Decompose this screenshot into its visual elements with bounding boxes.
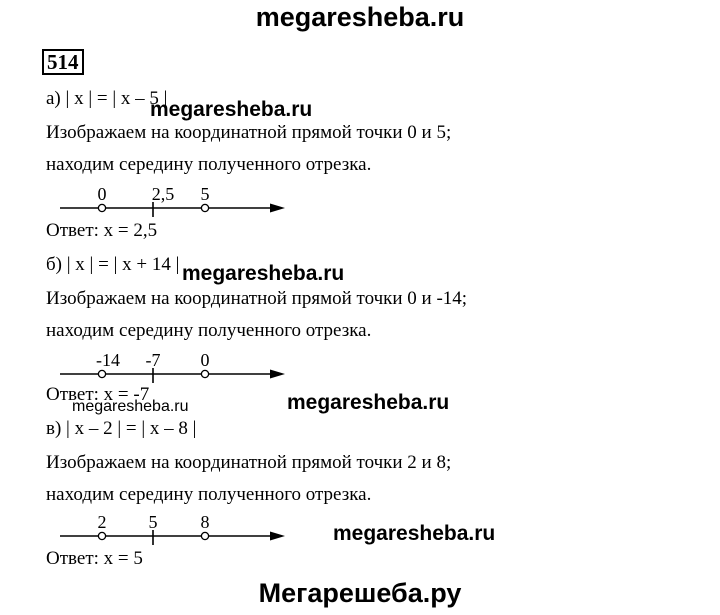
watermark-inline-5: megaresheba.ru: [333, 522, 496, 545]
instruction-a-2: находим середину полученного отрезка.: [46, 154, 372, 175]
svg-text:-7: -7: [145, 350, 161, 370]
watermark-top: megaresheba.ru: [255, 2, 465, 32]
svg-text:0: 0: [200, 350, 210, 370]
number-line-c: [40, 508, 300, 548]
problem-number: 514: [42, 49, 84, 75]
svg-text:-14: -14: [96, 350, 120, 370]
point-midpoint: [149, 512, 158, 545]
point-0: [201, 350, 210, 378]
instruction-b-1: Изображаем на координатной прямой точки 0 и -14;: [46, 288, 468, 309]
watermark-inline-1: megaresheba.ru: [150, 98, 313, 121]
arrow-head: [270, 370, 285, 379]
svg-text:8: 8: [200, 512, 210, 532]
instruction-c-1: Изображаем на координатной прямой точки 2 и 8;: [46, 452, 452, 473]
instruction-b-2: находим середину полученного отрезка.: [46, 320, 372, 341]
answer-c: Ответ: x = 5: [46, 548, 143, 569]
svg-text:2: 2: [97, 512, 107, 532]
svg-text:5: 5: [148, 512, 158, 532]
answer-b: Ответ: x = -7: [46, 384, 150, 405]
answer-a: Ответ: x = 2,5: [46, 220, 158, 241]
point-midpoint: [152, 184, 175, 217]
watermark-inline-3: megaresheba.ru: [72, 398, 189, 415]
point-5: [201, 184, 210, 212]
number-line-b: [40, 346, 300, 386]
number-line-a: [40, 180, 300, 220]
point-2: [98, 512, 107, 540]
watermark-inline-4: megaresheba.ru: [287, 391, 450, 414]
svg-text:2,5: 2,5: [151, 184, 175, 204]
equation-c: в) | x – 2 | = | x – 8 |: [46, 418, 197, 439]
svg-text:5: 5: [200, 184, 210, 204]
watermark-inline-2: megaresheba.ru: [182, 262, 345, 285]
arrow-head: [270, 204, 285, 213]
watermark-bottom: Мегарешеба.ру: [258, 578, 462, 608]
arrow-head: [270, 532, 285, 541]
point-8: [201, 512, 210, 540]
equation-b: б) | x | = | x + 14 |: [46, 254, 180, 275]
svg-text:0: 0: [97, 184, 107, 204]
instruction-c-2: находим середину полученного отрезка.: [46, 484, 372, 505]
instruction-a-1: Изображаем на координатной прямой точки 0 и 5;: [46, 122, 452, 143]
point-midpoint: [146, 350, 161, 383]
point-0: [98, 184, 107, 212]
equation-a: а) | x | = | x – 5 |: [46, 88, 168, 109]
